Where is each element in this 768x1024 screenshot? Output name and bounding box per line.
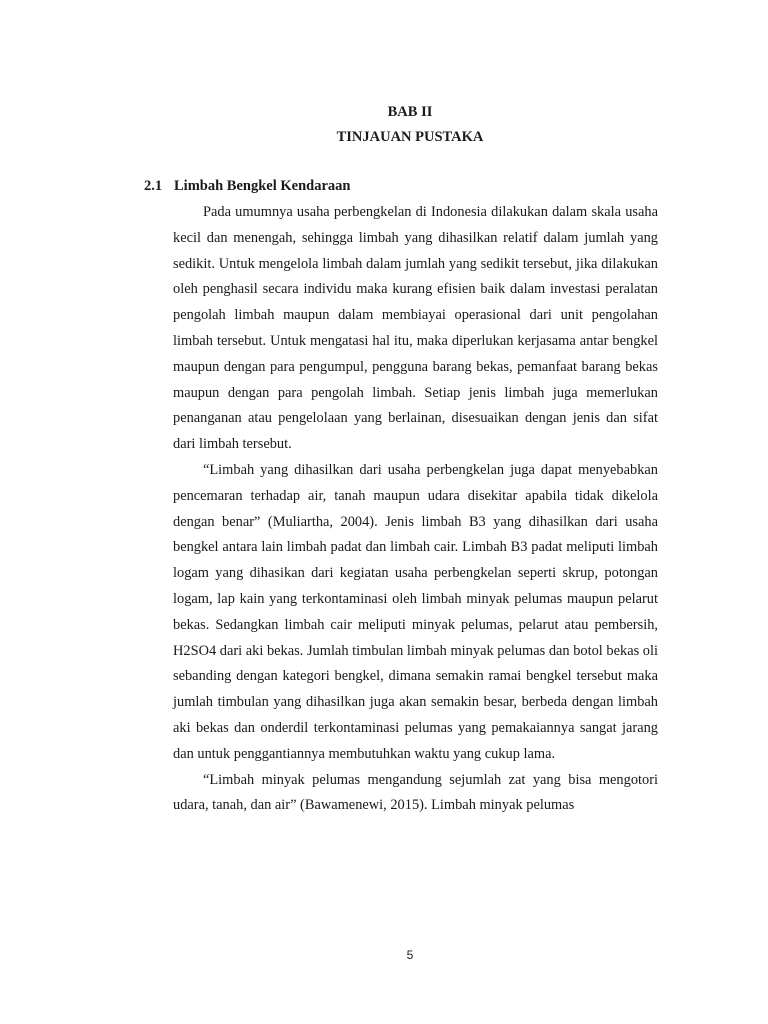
body-text [173, 200, 658, 819]
paragraph: Pada umumnya usaha perbengkelan di Indonesia dilakukan dalam skala usaha kecil dan menengah, sehingga limbah yang dihasilkan relatif dalam jumlah yang sedikit. Untuk mengelola limbah dalam jumlah yang sedikit tersebut, jika dilakukan oleh penghasil secara individu maka kurang efisien baik dalam investasi peralatan pengolah limbah maupun dalam membiayai operasional dari unit pengolahan limbah tersebut. Untuk mengatasi hal itu, maka diperlukan kerjasama antar bengkel maupun dengan para pengumpul, pengguna barang bekas, pemanfaat barang bekas maupun dengan para pengolah limbah. Setiap jenis limbah juga memerlukan penanganan atau pengelolaan yang berlainan, disesuaikan dengan jenis dan sifat dari limbah tersebut. [173, 204, 658, 453]
paragraph: “Limbah minyak pelumas mengandung sejumlah zat yang bisa mengotori udara, tanah, dan air” (Bawamenewi, 2015). Limbah minyak pelumas [173, 771, 658, 814]
chapter-title: TINJAUAN PUSTAKA [336, 129, 484, 145]
section-number: 2.1 [144, 178, 163, 194]
section-title: Limbah Bengkel Kendaraan [174, 178, 351, 194]
paragraph: “Limbah yang dihasilkan dari usaha perbengkelan juga dapat menyebabkan pencemaran terhadap air, tanah maupun udara disekitar apabila tidak dikelola dengan benar” (Muliartha, 2004). Jenis limbah B3 yang dihasilkan dari usaha bengkel antara lain limbah padat dan limbah cair. Limbah B3 padat meliputi limbah logam yang dihasikan dari kegiatan usaha perbengkelan seperti skrup, potongan logam, lap kain yang terkontaminasi oleh limbah minyak pelumas maupun pelarut bekas. Sedangkan limbah cair meliputi minyak pelumas, pelarut atau pembersih, H2SO4 dari aki bekas. Jumlah timbulan limbah minyak pelumas dan botol bekas oli sebanding dengan kategori bengkel, dimana semakin ramai bengkel tersebut maka jumlah timbulan yang dihasilkan juga akan semakin besar, berbeda dengan limbah aki bekas dan onderdil terkontaminasi pelumas yang pemakaiannya sangat jarang dan untuk penggantiannya membutuhkan waktu yang cukup lama. [173, 461, 658, 762]
section-heading [144, 178, 350, 195]
chapter-number: BAB II [387, 104, 433, 120]
page-number: 5 [406, 948, 414, 962]
